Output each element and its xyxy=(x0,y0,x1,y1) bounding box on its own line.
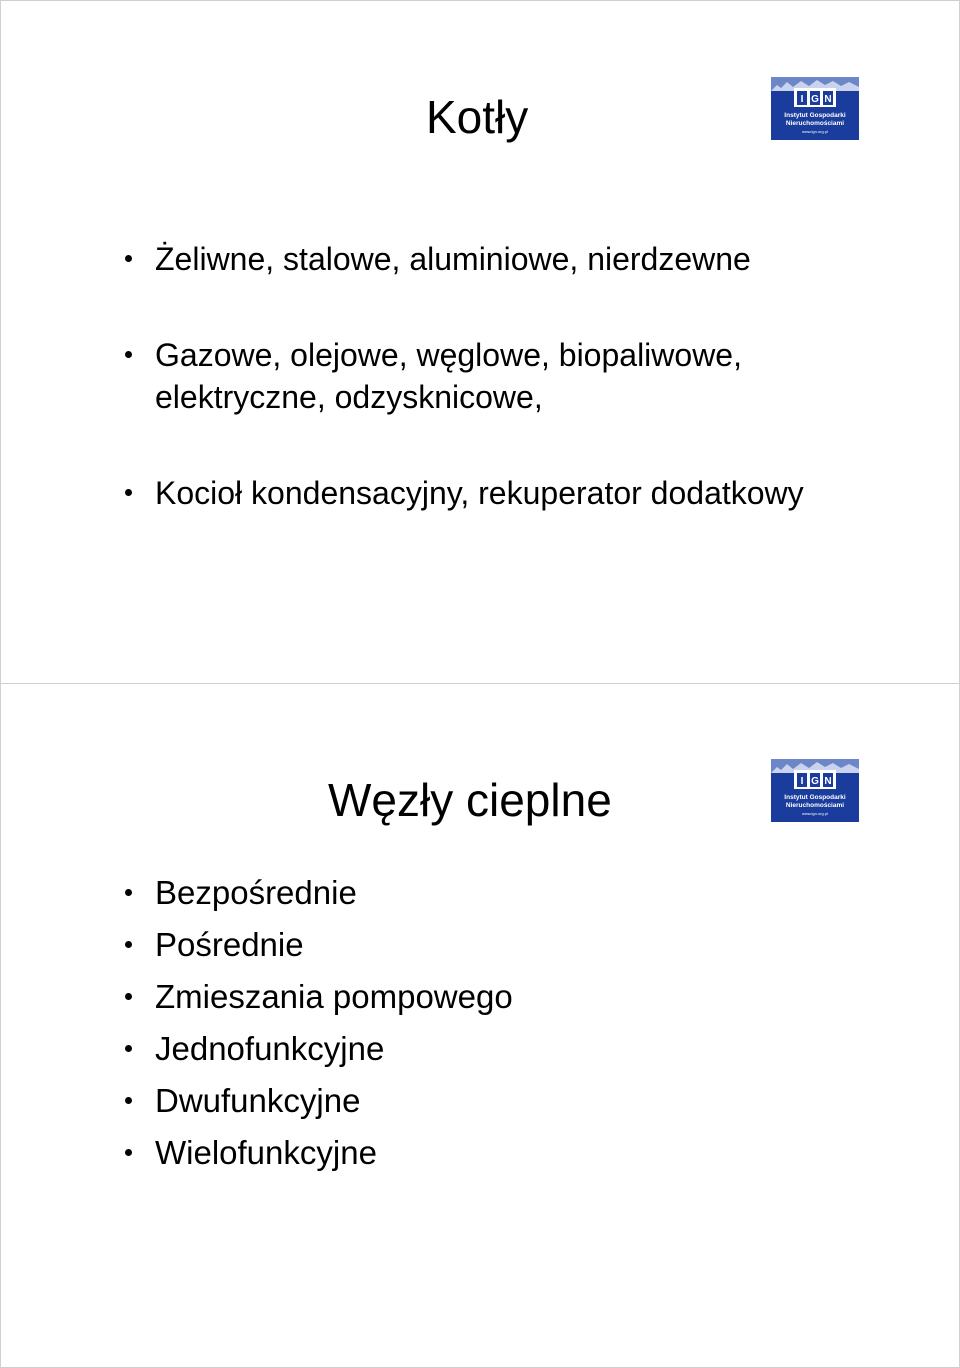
bullet-list xyxy=(120,867,513,1179)
bullet-item: Bezpośrednie xyxy=(120,867,513,919)
logo-url: www.ign.org.pl xyxy=(801,811,829,816)
bullet-item: Wielofunkcyjne xyxy=(120,1127,513,1179)
ign-logo xyxy=(771,759,859,822)
logo-line2: Nieruchomościami xyxy=(785,120,845,127)
svg-text:N: N xyxy=(824,94,832,105)
svg-text:I: I xyxy=(800,94,804,105)
svg-text:G: G xyxy=(811,94,819,105)
svg-text:I: I xyxy=(800,776,804,787)
svg-text:N: N xyxy=(824,776,832,787)
bullet-item: Zmieszania pompowego xyxy=(120,971,513,1023)
slide-kotly xyxy=(0,0,960,683)
slide-title: Węzły cieplne xyxy=(328,774,612,826)
logo-line1: Instytut Gospodarki xyxy=(784,112,846,119)
ign-logo xyxy=(771,77,859,140)
bullet-list xyxy=(120,238,900,568)
bullet-item: Żeliwne, stalowe, aluminiowe, nierdzewne xyxy=(120,238,900,280)
bullet-item: Jednofunkcyjne xyxy=(120,1023,513,1075)
logo-line1: Instytut Gospodarki xyxy=(784,794,846,801)
slide-wezly-cieplne xyxy=(0,683,960,1367)
svg-text:G: G xyxy=(811,776,819,787)
bullet-item: Dwufunkcyjne xyxy=(120,1075,513,1127)
logo-line2: Nieruchomościami xyxy=(785,802,845,809)
bullet-item: Kocioł kondensacyjny, rekuperator dodatkowy xyxy=(120,472,900,514)
bullet-item: Pośrednie xyxy=(120,919,513,971)
logo-url: www.ign.org.pl xyxy=(801,129,829,134)
bullet-item: Gazowe, olejowe, węglowe, biopaliwowe, elektryczne, odzysknicowe, xyxy=(120,334,900,418)
slide-title: Kotły xyxy=(426,91,529,143)
